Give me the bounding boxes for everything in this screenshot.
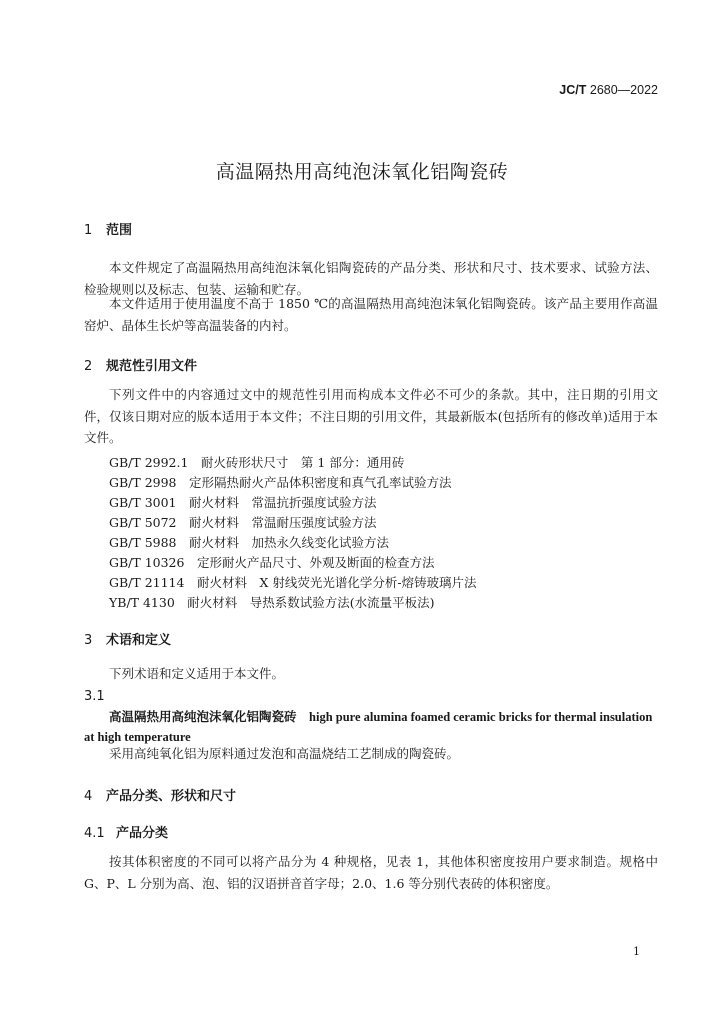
term-number: 3.1 bbox=[84, 689, 105, 704]
reference-item: GB/T 5072 耐火材料 常温耐压强度试验方法 bbox=[109, 515, 377, 530]
term-chinese: 高温隔热用高纯泡沫氧化铝陶瓷砖 bbox=[109, 709, 297, 724]
document-code bbox=[559, 83, 658, 97]
section-title: 范围 bbox=[106, 223, 133, 238]
section-4-heading bbox=[84, 785, 236, 804]
reference-item: GB/T 2998 定形隔热耐火产品体积密度和真气孔率试验方法 bbox=[109, 475, 452, 490]
document-title: 高温隔热用高纯泡沫氧化铝陶瓷砖 bbox=[215, 161, 509, 183]
section-number: 1 bbox=[84, 223, 93, 238]
scope-paragraph-2: 本文件适用于使用温度不高于 1850 ℃的高温隔热用高纯泡沫氧化铝陶瓷砖。该产品主要用作高温窑炉、晶体生长炉等高温装备的内衬。 bbox=[84, 296, 658, 333]
subsection-number: 4.1 bbox=[84, 826, 105, 841]
section-title: 规范性引用文件 bbox=[106, 359, 198, 374]
section-1-heading bbox=[84, 219, 132, 238]
section-title: 产品分类、形状和尺寸 bbox=[106, 789, 237, 804]
terms-intro: 下列术语和定义适用于本文件。 bbox=[109, 666, 285, 681]
reference-item: GB/T 10326 定形耐火产品尺寸、外观及断面的检查方法 bbox=[109, 555, 435, 570]
reference-item: GB/T 2992.1 耐火砖形状尺寸 第 1 部分：通用砖 bbox=[109, 455, 405, 470]
section-number: 2 bbox=[84, 359, 93, 374]
reference-item: YB/T 4130 耐火材料 导热系数试验方法(水流量平板法) bbox=[109, 595, 435, 610]
classification-paragraph: 按其体积密度的不同可以将产品分为 4 种规格，见表 1，其他体积密度按用户要求制造。规格中 G、P、L 分别为高、泡、铝的汉语拼音首字母；2.0、1.6 等分别代表砖的体积密度。 bbox=[84, 854, 658, 891]
references-intro: 下列文件中的内容通过文中的规范性引用而构成本文件必不可少的条款。其中，注日期的引用文件，仅该日期对应的版本适用于本文件；不注日期的引用文件，其最新版本(包括所有的修改单)适用于本文件。 bbox=[84, 387, 658, 445]
page-number: 1 bbox=[633, 945, 640, 958]
reference-item: GB/T 5988 耐火材料 加热永久线变化试验方法 bbox=[109, 535, 390, 550]
section-number: 3 bbox=[84, 633, 93, 648]
reference-item: GB/T 21114 耐火材料 X 射线荧光光谱化学分析-熔铸玻璃片法 bbox=[109, 575, 477, 590]
scope-paragraph-1: 本文件规定了高温隔热用高纯泡沫氧化铝陶瓷砖的产品分类、形状和尺寸、技术要求、试验方法、检验规则以及标志、包装、运输和贮存。 bbox=[84, 260, 658, 297]
section-title: 术语和定义 bbox=[106, 633, 172, 648]
term-entry bbox=[84, 707, 658, 747]
standard-number: 2680—2022 bbox=[589, 83, 658, 97]
reference-item: GB/T 3001 耐火材料 常温抗折强度试验方法 bbox=[109, 495, 377, 510]
section-2-heading bbox=[84, 355, 197, 374]
subsection-title: 产品分类 bbox=[116, 826, 169, 841]
term-english: high pure alumina foamed ceramic bricks for thermal insulation at high temperature bbox=[84, 710, 653, 744]
subsection-4-1-heading bbox=[84, 822, 168, 841]
term-definition: 采用高纯氧化铝为原料通过发泡和高温烧结工艺制成的陶瓷砖。 bbox=[109, 746, 460, 761]
standard-code: JC/T bbox=[559, 83, 587, 97]
section-3-heading bbox=[84, 629, 171, 648]
section-number: 4 bbox=[84, 789, 93, 804]
